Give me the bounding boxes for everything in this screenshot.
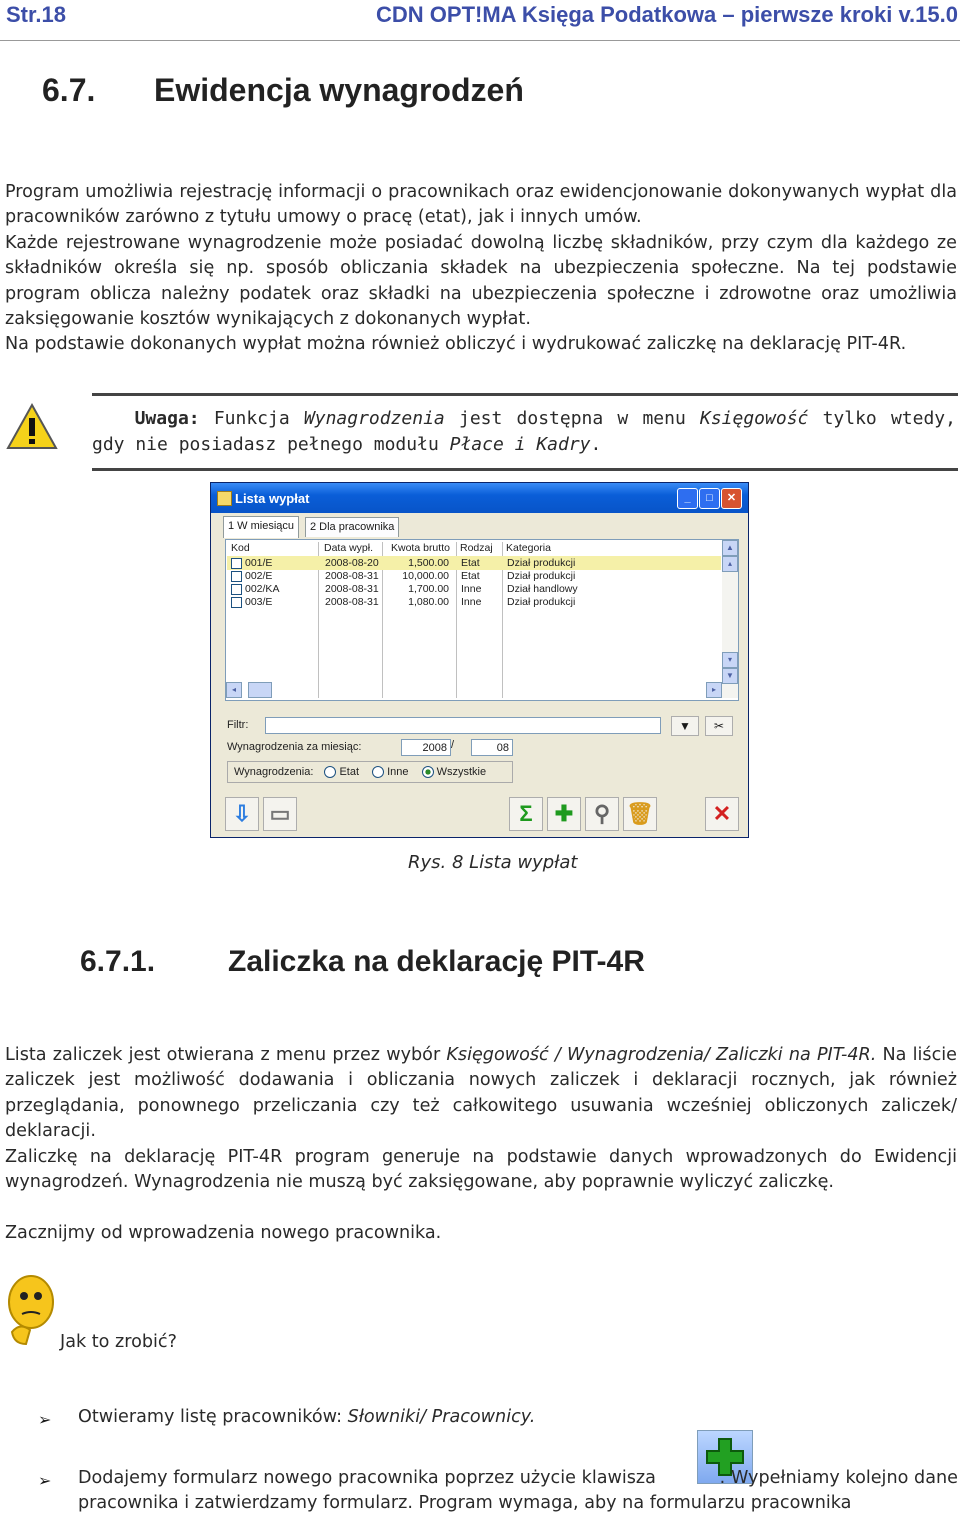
column-header[interactable]: Kod — [231, 542, 250, 554]
note-part: Funkcja — [199, 408, 304, 429]
table-cell: Inne — [461, 596, 482, 608]
radio-inne[interactable] — [372, 766, 408, 778]
minimize-button[interactable]: _ — [677, 488, 698, 509]
radio-button[interactable] — [372, 766, 384, 778]
note-part: jest dostępna w menu — [444, 408, 700, 429]
scroll-right-icon[interactable]: ▸ — [706, 682, 722, 698]
step-2 — [78, 1466, 958, 1517]
vertical-scrollbar[interactable] — [722, 540, 738, 698]
page-header — [0, 0, 960, 41]
scroll-up-icon[interactable]: ▴ — [722, 556, 738, 572]
payment-kind-label: Wynagrodzenia: — [234, 766, 314, 778]
section-number: 6.7. — [42, 72, 96, 108]
intro-paragraph — [5, 180, 957, 358]
document-title: CDN OPT!MA Księga Podatkowa – pierwsze kroki v.15.0 — [376, 2, 958, 27]
radio-button[interactable] — [324, 766, 336, 778]
note-part: tylko wtedy, gdy nie posiadasz pełnego modułu — [92, 408, 956, 455]
figure-caption: Rys. 8 Lista wypłat — [408, 852, 578, 873]
close-button[interactable]: ✕ — [721, 488, 742, 509]
bullet-arrow-icon: ➢ — [38, 1410, 52, 1429]
hscroll-thumb[interactable] — [248, 682, 272, 698]
edit-magnifier-button[interactable]: ⚲ — [585, 797, 619, 831]
window-titlebar — [211, 483, 748, 513]
subsection-heading — [80, 945, 645, 979]
thinking-face-icon — [4, 1272, 58, 1352]
period-label: Wynagrodzenia za miesiąc: — [227, 741, 362, 753]
filter-panel — [225, 709, 737, 789]
table-cell: Etat — [461, 570, 480, 582]
subsection-title: Zaliczka na deklarację PIT-4R — [228, 945, 645, 978]
table-cell: 1,700.00 — [408, 583, 449, 595]
table-row[interactable] — [227, 569, 721, 583]
intro-text-3: Na podstawie dokonanych wypłat można również obliczyć i wydrukować zaliczkę na deklarację PIT-4R. — [5, 334, 907, 355]
note-italic: Płace i Kadry — [449, 434, 591, 455]
intro-text-1: Program umożliwia rejestrację informacji o pracownikach oraz ewidencjonowanie dokonywanych wypłat dla pracowników zarówno z tytułu umowy o pracę (etat), jak i innych umów. — [5, 182, 957, 228]
payments-window — [210, 482, 749, 838]
table-cell: 1,500.00 — [408, 557, 449, 569]
scroll-top-icon[interactable]: ▲ — [722, 540, 738, 556]
body-text: Zaliczkę na deklarację PIT-4R program generuje na podstawie danych wprowadzonych do Ewidencji wynagrodzeń. Wynagrodzenia nie muszą być zaksięgowane, aby poprawnie wyliczyć zaliczkę. — [5, 1146, 957, 1193]
column-header[interactable]: Kategoria — [506, 542, 551, 554]
note-italic: Księgowość — [700, 408, 809, 429]
column-header[interactable]: Data wypł. — [324, 542, 374, 554]
maximize-button[interactable]: □ — [699, 488, 720, 509]
scroll-left-icon[interactable]: ◂ — [226, 682, 242, 698]
page-number: Str.18 — [6, 2, 66, 27]
period-separator: / — [451, 739, 455, 751]
note-italic: Wynagrodzenia — [303, 408, 445, 429]
radio-etat[interactable] — [324, 766, 359, 778]
note-part: . — [590, 434, 602, 455]
tab-employee[interactable]: 2 Dla pracownika — [305, 517, 399, 537]
trash-button[interactable]: 🗑 — [623, 797, 657, 831]
howto-label: Jak to zrobić? — [60, 1332, 177, 1352]
subsection-number: 6.7.1. — [80, 945, 156, 978]
table-row[interactable] — [227, 582, 721, 596]
step-text: Dodajemy formularz nowego pracownika poprzez użycie klawisza — [78, 1468, 662, 1488]
month-input[interactable]: 08 — [471, 739, 513, 756]
step-1 — [78, 1405, 958, 1430]
payments-table — [225, 539, 739, 701]
table-row[interactable] — [227, 556, 721, 570]
note-box — [92, 393, 958, 471]
warning-icon — [6, 402, 58, 456]
scroll-bottom-icon[interactable]: ▼ — [722, 668, 738, 684]
window-icon — [217, 491, 232, 506]
table-cell: Dział produkcji — [507, 557, 576, 569]
menu-path: Słowniki/ Pracownicy. — [347, 1407, 536, 1427]
note-label: Uwaga: — [134, 408, 200, 429]
table-cell: 2008-08-31 — [325, 583, 379, 595]
table-cell: 2008-08-20 — [325, 557, 379, 569]
table-cell: Inne — [461, 583, 482, 595]
radio-label: Wszystkie — [436, 766, 487, 778]
row-checkbox[interactable] — [231, 571, 242, 582]
body-text: Lista zaliczek jest otwierana z menu przez wybór — [5, 1045, 447, 1065]
table-cell: 003/E — [245, 596, 273, 608]
radio-wszystkie[interactable] — [422, 766, 487, 778]
filter-clear-button[interactable]: ✂ — [705, 716, 733, 736]
table-cell: Dział produkcji — [507, 570, 576, 582]
table-cell: 002/E — [245, 570, 273, 582]
body-paragraph-2: Zacznijmy od wprowadzenia nowego pracownika. — [5, 1223, 442, 1243]
payment-kind-group — [227, 761, 513, 783]
menu-path: Księgowość / Wynagrodzenia/ Zaliczki na PIT-4R. — [446, 1045, 877, 1065]
intro-text-2: Każde rejestrowane wynagrodzenie może posiadać dowolną liczbę składników, przy czym dla każdego ze składników określa się np. sposób obliczania składek na ubezpieczenia społeczne. Na tej podstawie program oblicza należny podatek oraz składki na ubezpieczenia społeczne i zdrowotne oraz umożliwia zaksięgowanie kosztów wynikających z dokonanych wypłat. — [5, 232, 957, 330]
body-text: Na liście zaliczek jest możliwość dodawania i obliczania nowych zaliczek i deklaracji rocznych, jak również przeglądania, ponownego przeliczania czy też całkowitego usuwania wcześniej obliczonych zaliczek/ deklaracji. — [5, 1045, 957, 1142]
table-cell: Dział handlowy — [507, 583, 578, 595]
bullet-arrow-icon: ➢ — [38, 1471, 52, 1490]
row-checkbox[interactable] — [231, 597, 242, 608]
book-icon[interactable]: ▭ — [263, 797, 297, 831]
section-heading — [42, 72, 524, 109]
sum-button[interactable]: Σ — [509, 797, 543, 831]
column-header[interactable]: Rodzaj — [460, 542, 493, 554]
column-header[interactable]: Kwota brutto — [391, 542, 450, 554]
table-cell: 2008-08-31 — [325, 596, 379, 608]
radio-label: Etat — [339, 766, 360, 778]
filter-label: Filtr: — [227, 719, 249, 731]
table-cell: Etat — [461, 557, 480, 569]
filter-funnel-button[interactable]: ▼ — [671, 716, 699, 736]
table-cell: 002/KA — [245, 583, 280, 595]
table-cell: 2008-08-31 — [325, 570, 379, 582]
step-text: Otwieramy listę pracowników: — [78, 1407, 348, 1427]
year-input[interactable]: 2008 — [401, 739, 451, 756]
note-text — [92, 406, 956, 458]
save-book-button[interactable]: ⇩ — [225, 797, 259, 831]
table-cell: Dział produkcji — [507, 596, 576, 608]
table-cell: 1,080.00 — [408, 596, 449, 608]
cancel-button[interactable]: ✕ — [705, 797, 739, 831]
body-paragraph-1 — [5, 1043, 957, 1195]
row-checkbox[interactable] — [231, 558, 242, 569]
row-checkbox[interactable] — [231, 584, 242, 595]
filter-input[interactable] — [265, 717, 661, 734]
add-button[interactable]: ✚ — [547, 797, 581, 831]
radio-label: Inne — [387, 766, 409, 778]
step-text: . Wypełniamy kolejno dane pracownika i zatwierdzamy formularz. Program wymaga, aby na formularzu pracownika — [78, 1468, 958, 1514]
table-cell: 001/E — [245, 557, 273, 569]
window-title: Lista wypłat — [235, 491, 310, 506]
table-row[interactable] — [227, 595, 721, 609]
scroll-down-icon[interactable]: ▾ — [722, 652, 738, 668]
radio-button[interactable] — [422, 766, 434, 778]
tab-month[interactable]: 1 W miesiącu — [223, 516, 299, 538]
table-cell: 10,000.00 — [402, 570, 449, 582]
section-title: Ewidencja wynagrodzeń — [154, 72, 524, 108]
